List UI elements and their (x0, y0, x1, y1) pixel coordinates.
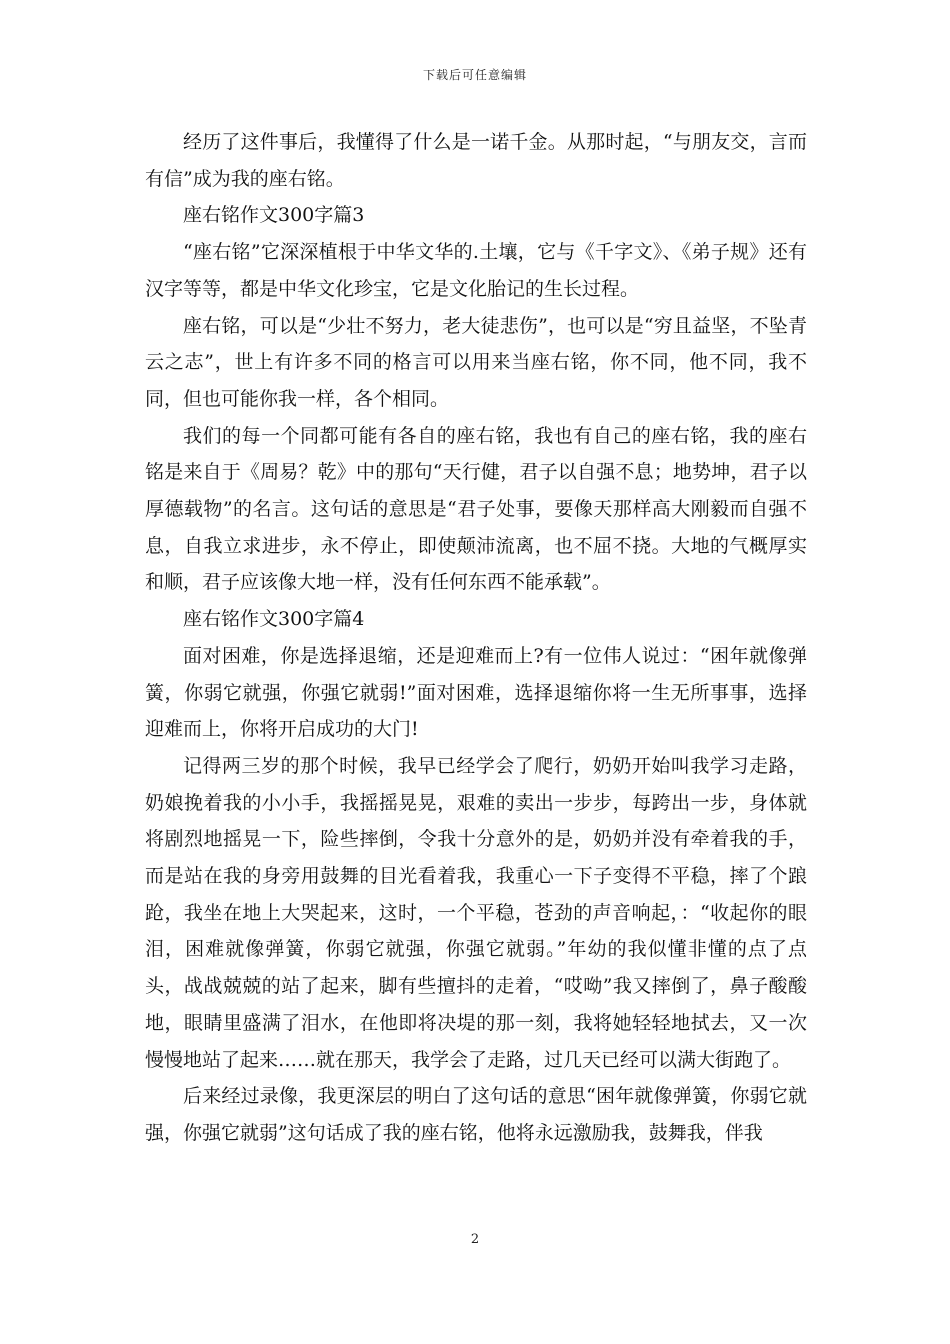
paragraph-5: 面对困难，你是选择退缩，还是迎难而上?有一位伟人说过：“困年就像弹簧，你弱它就强，你强它就弱!”面对困难，选择退缩你将一生无所事事，选择迎难而上，你将开启成功的大门! (145, 644, 807, 741)
section-heading-3: 座右铭作文300字篇3 (183, 204, 365, 227)
page-number: 2 (470, 1232, 480, 1247)
paragraph-2: “座右铭”它深深植根于中华文华的.土壤，它与《千字文》、《弟子规》还有汉字等等，都是中华文化珍宝，它是文化胎记的生长过程。 (145, 241, 807, 300)
paragraph-1: 经历了这件事后，我懂得了什么是一诺千金。从那时起，“与朋友交，言而有信”成为我的座右铭。 (145, 131, 807, 190)
paragraph-4: 我们的每一个同都可能有各自的座右铭，我也有自己的座右铭，我的座右铭是来自于《周易？乾》中的那句“天行健，君子以自强不息；地势坤，君子以厚德载物”的名言。这句话的意思是“君子处事，要像天那样高大刚毅而自强不息，自我立求进步，永不停止，即使颠沛流离，也不屈不挠。大地的气概厚实和顺，君子应该像大地一样，没有任何东西不能承载”。 (145, 424, 807, 594)
paragraph-6: 记得两三岁的那个时候，我早已经学会了爬行，奶奶开始叫我学习走路，奶娘挽着我的小小手，我摇摇晃晃，艰难的卖出一步步，每跨出一步，身体就将剧烈地摇晃一下，险些摔倒，令我十分意外的是，奶奶并没有牵着我的手，而是站在我的身旁用鼓舞的目光看着我，我重心一下子变得不平稳，摔了个踉跄，我坐在地上大哭起来，这时，一个平稳，苍劲的声音响起，：“收起你的眼泪，困难就像弹簧，你弱它就强，你强它就弱。”年幼的我似懂非懂的点了点头，战战兢兢的站了起来，脚有些擅抖的走着，“哎呦”我又摔倒了，鼻子酸酸地，眼睛里盛满了泪水，在他即将决堤的那一刻，我将她轻轻地拭去，又一次慢慢地站了起来……就在那天，我学会了走路，过几天已经可以满大街跑了。 (145, 754, 807, 1071)
page-header: 下载后可任意编辑 (422, 68, 527, 82)
document-body (145, 124, 807, 1152)
section-heading-4: 座右铭作文300字篇4 (183, 608, 365, 631)
paragraph-3: 座右铭，可以是“少壮不努力，老大徒悲伤”，也可以是“穷且益坚，不坠青云之志”，世上有许多不同的格言可以用来当座右铭，你不同，他不同，我不同，但也可能你我一样，各个相同。 (145, 314, 807, 410)
paragraph-7: 后来经过录像，我更深层的明白了这句话的意思“困年就像弹簧，你弱它就强，你强它就弱”这句话成了我的座右铭，他将永远激励我，鼓舞我，伴我 (145, 1085, 807, 1144)
